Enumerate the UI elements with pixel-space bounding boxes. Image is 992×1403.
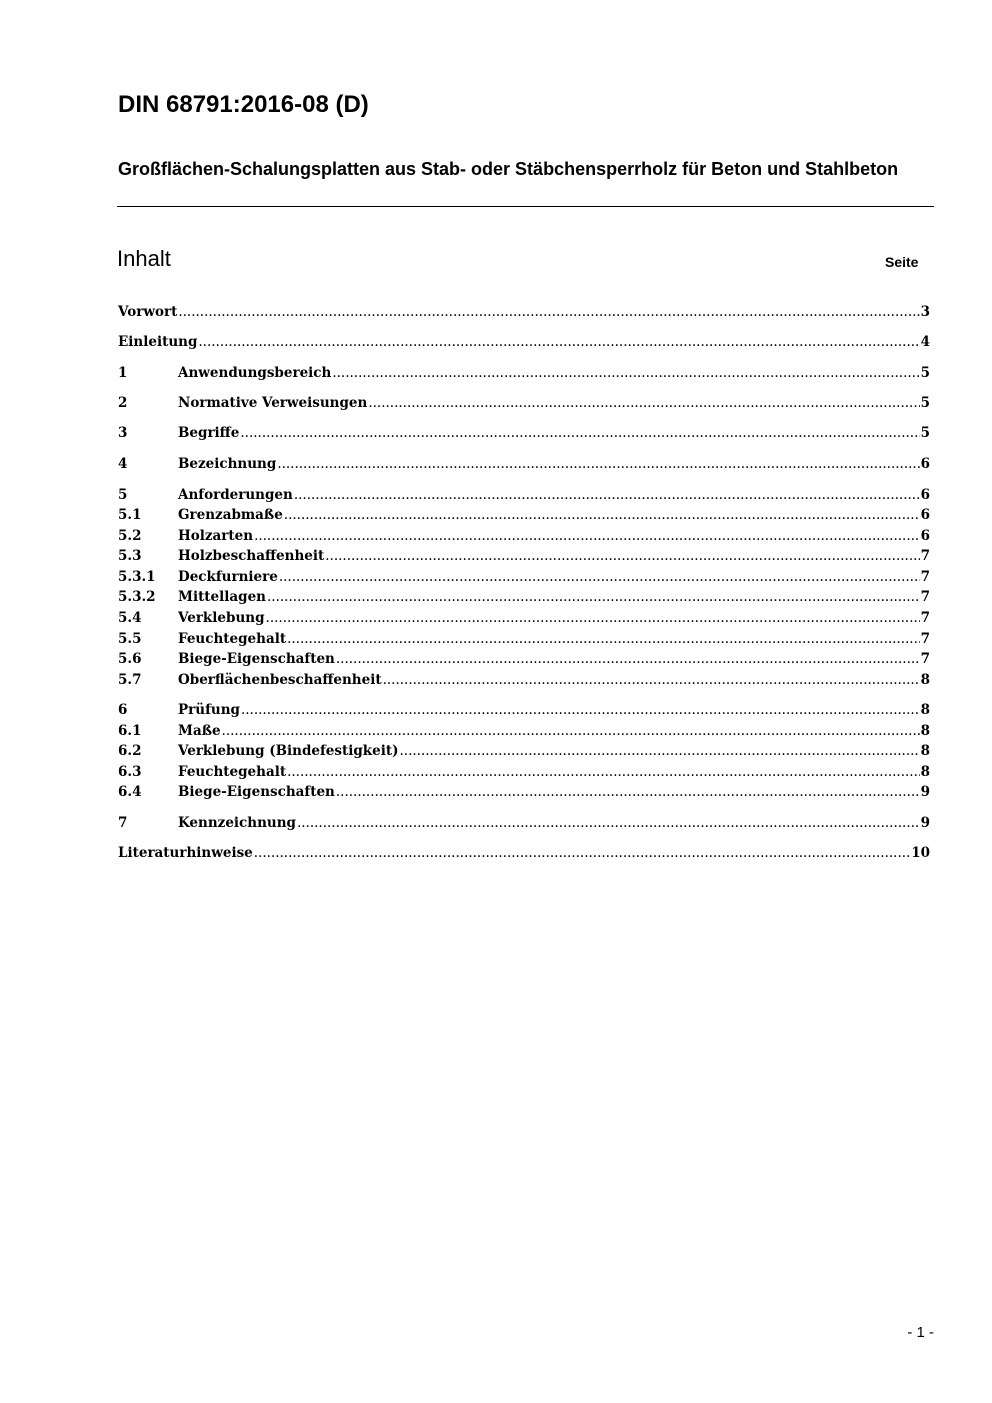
toc-entry-title: Bezeichnung: [178, 456, 277, 472]
toc-entry-page: 7: [920, 631, 930, 647]
toc-entry-number: 6.3: [118, 764, 142, 780]
toc-entry-number: 5.1: [118, 507, 142, 523]
toc-dot-leader: [336, 782, 920, 802]
toc-dot-leader: [332, 363, 919, 383]
toc-entry-title: Kennzeichnung: [178, 815, 296, 831]
toc-entry-number: 1: [118, 365, 128, 381]
document-title: Großflächen-Schalungsplatten aus Stab- oder Stäbchensperrholz für Beton und Stahlbeton: [118, 159, 899, 179]
toc-dot-leader: [241, 700, 920, 720]
toc-entry-number: 6: [118, 702, 128, 718]
toc-entry[interactable]: [118, 721, 930, 741]
toc-entry[interactable]: [118, 629, 930, 649]
toc-dot-leader: [198, 332, 919, 352]
toc-entry-title: Biege-Eigenschaften: [178, 651, 335, 667]
toc-entry-number: 5.3: [118, 548, 142, 564]
toc-dot-leader: [383, 670, 920, 690]
toc-entry-number: 7: [118, 815, 128, 831]
toc-dot-leader: [368, 393, 919, 413]
toc-entry[interactable]: [118, 526, 930, 546]
toc-entry-number: 5.6: [118, 651, 142, 667]
toc-entry-number: 3: [118, 425, 128, 441]
toc-dot-leader: [178, 302, 919, 322]
toc-dot-leader: [254, 843, 910, 863]
toc-entry-page: 6: [920, 487, 930, 503]
toc-entry-page: 5: [920, 395, 930, 411]
toc-entry[interactable]: [118, 762, 930, 782]
toc-entry-page: 5: [920, 425, 930, 441]
toc-dot-leader: [222, 721, 920, 741]
toc-entry-title: Oberflächenbeschaffenheit: [178, 672, 382, 688]
toc-dot-leader: [325, 546, 919, 566]
toc-entry[interactable]: [118, 670, 930, 690]
toc-entry[interactable]: [118, 843, 930, 863]
toc-entry-title: Holzarten: [178, 528, 254, 544]
toc-dot-leader: [266, 608, 920, 628]
toc-dot-leader: [277, 454, 919, 474]
toc-entry-number: 5.5: [118, 631, 142, 647]
toc-entry-title: Maße: [178, 723, 221, 739]
toc-entry-page: 7: [920, 610, 930, 626]
toc-entry[interactable]: [118, 454, 930, 474]
toc-entry-title: Vorwort: [118, 304, 178, 320]
toc-entry-page: 7: [920, 569, 930, 585]
toc-entry[interactable]: [118, 423, 930, 443]
toc-entry-page: 7: [920, 589, 930, 605]
toc-entry[interactable]: [118, 813, 930, 833]
toc-entry-page: 9: [920, 815, 930, 831]
toc-entry[interactable]: [118, 363, 930, 383]
toc-entry-number: 6.1: [118, 723, 142, 739]
toc-entry-number: 5.4: [118, 610, 142, 626]
toc-entry-title: Normative Verweisungen: [178, 395, 368, 411]
toc-entry-page: 4: [920, 334, 930, 350]
toc-entry-number: 5.3.1: [118, 569, 156, 585]
toc-dot-leader: [254, 526, 920, 546]
toc-entry-number: 5: [118, 487, 128, 503]
toc-heading: Inhalt: [117, 246, 171, 271]
toc-entry[interactable]: [118, 608, 930, 628]
toc-entry-title: Holzbeschaffenheit: [178, 548, 325, 564]
toc-entry-title: Verklebung (Bindefestigkeit): [178, 743, 399, 759]
toc-entry-title: Begriffe: [178, 425, 240, 441]
toc-entry[interactable]: [118, 302, 930, 322]
toc-dot-leader: [297, 813, 920, 833]
toc-entry-page: 8: [920, 743, 930, 759]
toc-page-column-label: Seite: [885, 254, 919, 270]
toc-entry-page: 8: [920, 764, 930, 780]
toc-entry-title: Verklebung: [178, 610, 265, 626]
toc-entry-number: 6.4: [118, 784, 142, 800]
toc-entry[interactable]: [118, 782, 930, 802]
toc-entry-page: 3: [920, 304, 930, 320]
toc-entry-number: 5.3.2: [118, 589, 156, 605]
toc-entry[interactable]: [118, 485, 930, 505]
toc-entry-page: 7: [920, 651, 930, 667]
toc-dot-leader: [294, 485, 920, 505]
toc-entry-title: Literaturhinweise: [118, 845, 253, 861]
toc-entry-title: Anforderungen: [178, 487, 293, 503]
toc-dot-leader: [240, 423, 919, 443]
toc-entry-page: 9: [920, 784, 930, 800]
toc-entry[interactable]: [118, 587, 930, 607]
toc-entry-title: Biege-Eigenschaften: [178, 784, 335, 800]
toc-entry-title: Prüfung: [178, 702, 240, 718]
toc-entry-page: 8: [920, 672, 930, 688]
toc-entry[interactable]: [118, 393, 930, 413]
toc-dot-leader: [284, 505, 920, 525]
toc-entry-page: 6: [920, 507, 930, 523]
toc-entry-page: 6: [920, 456, 930, 472]
document-id: DIN 68791:2016-08 (D): [118, 91, 369, 118]
toc-entry-title: Einleitung: [118, 334, 198, 350]
toc-entry-title: Feuchtegehalt: [178, 631, 287, 647]
toc-entry-page: 8: [920, 723, 930, 739]
toc-dot-leader: [336, 649, 920, 669]
toc-entry-title: Anwendungsbereich: [178, 365, 332, 381]
toc-entry-number: 5.2: [118, 528, 142, 544]
toc-entry[interactable]: [118, 741, 930, 761]
toc-entry[interactable]: [118, 700, 930, 720]
toc-dot-leader: [287, 762, 920, 782]
toc-dot-leader: [267, 587, 920, 607]
toc-dot-leader: [287, 629, 920, 649]
toc-entry[interactable]: [118, 505, 930, 525]
toc-entry-page: 10: [911, 845, 930, 861]
toc-entry-page: 7: [920, 548, 930, 564]
toc-entry-title: Mittellagen: [178, 589, 266, 605]
toc-entry-number: 2: [118, 395, 128, 411]
toc-entry-page: 6: [920, 528, 930, 544]
toc-entry[interactable]: [118, 332, 930, 352]
toc-entry-page: 5: [920, 365, 930, 381]
toc-entry-title: Deckfurniere: [178, 569, 278, 585]
toc-dot-leader: [399, 741, 919, 761]
toc-entry[interactable]: [118, 567, 930, 587]
toc-entry[interactable]: [118, 649, 930, 669]
toc-entry-number: 6.2: [118, 743, 142, 759]
title-divider: [117, 206, 934, 207]
toc-entry-number: 5.7: [118, 672, 142, 688]
toc-entry-page: 8: [920, 702, 930, 718]
toc-entry[interactable]: [118, 546, 930, 566]
toc-dot-leader: [279, 567, 920, 587]
page-number-footer: - 1 -: [907, 1324, 934, 1341]
toc-entry-number: 4: [118, 456, 128, 472]
toc-entry-title: Grenzabmaße: [178, 507, 283, 523]
toc-entry-title: Feuchtegehalt: [178, 764, 287, 780]
